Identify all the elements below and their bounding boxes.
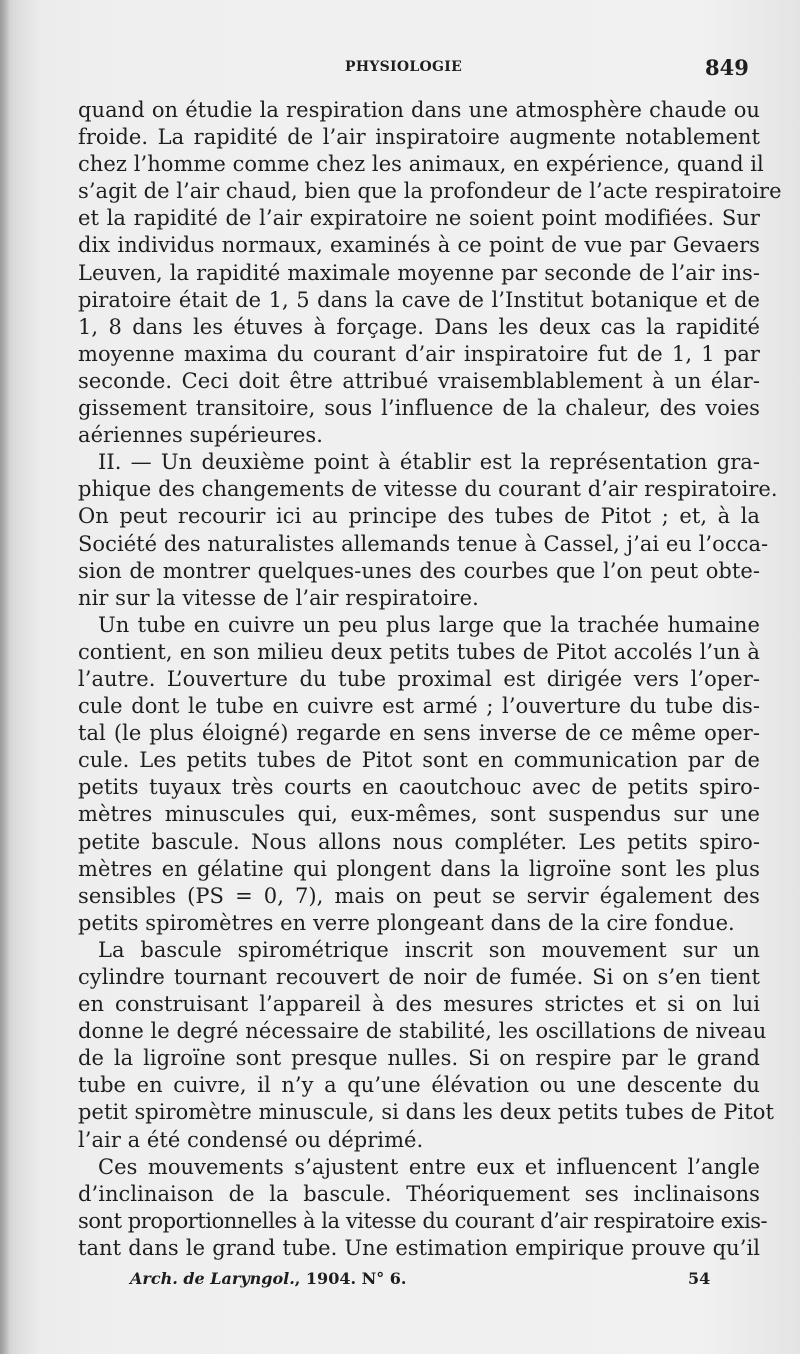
text-line: Ces mouvements s’ajustent entre eux et influencent l’angle	[98, 1154, 760, 1179]
text-line: d’inclinaison de la bascule. Théoriquement ses inclinaisons	[78, 1181, 760, 1206]
text-line: mètres minuscules qui, eux-mêmes, sont suspendus sur une	[78, 802, 760, 827]
text-line: dix individus normaux, examinés à ce point de vue par Gevaers	[78, 233, 760, 258]
page-number: 849	[705, 55, 749, 80]
text-line: moyenne maxima du courant d’air inspiratoire fut de 1, 1 par	[78, 341, 760, 366]
text-line: piratoire était de 1, 5 dans la cave de l’Institut botanique et de	[78, 287, 760, 312]
text-line: La bascule spirométrique inscrit son mouvement sur un	[98, 937, 760, 962]
text-line: tal (le plus éloigné) regarde en sens inverse de ce même oper-	[78, 721, 760, 746]
running-head	[0, 57, 800, 87]
page-footer	[0, 1269, 800, 1295]
text-line: mètres en gélatine qui plongent dans la ligroïne sont les plus	[78, 856, 760, 881]
text-line: en construisant l’appareil à des mesures strictes et si on lui	[78, 992, 760, 1017]
running-title: PHYSIOLOGIE	[345, 59, 463, 75]
text-line: petits tuyaux très courts en caoutchouc avec de petits spiro-	[78, 775, 760, 800]
text-line: petits spiromètres en verre plongeant dans de la cire fondue.	[78, 910, 735, 935]
text-line: phique des changements de vitesse du courant d’air respiratoire.	[78, 477, 778, 502]
text-line: petit spiromètre minuscule, si dans les deux petits tubes de Pitot	[78, 1100, 774, 1125]
text-line: et la rapidité de l’air expiratoire ne soient point modifiées. Sur	[78, 206, 760, 231]
text-line: s’agit de l’air chaud, bien que la profondeur de l’acte respiratoire	[78, 179, 782, 204]
text-line: contient, en son milieu deux petits tubes de Pitot accolés l’un à	[78, 639, 760, 664]
text-line: quand on étudie la respiration dans une atmosphère chaude ou	[78, 98, 760, 122]
text-line: cule. Les petits tubes de Pitot sont en communication par de	[78, 748, 760, 773]
text-line: froide. La rapidité de l’air inspiratoire augmente notablement	[78, 125, 760, 150]
text-line: II. — Un deuxième point à établir est la représentation gra-	[98, 450, 760, 475]
text-line: l’autre. L’ouverture du tube proximal est dirigée vers l’oper-	[78, 666, 760, 691]
text-line: tube en cuivre, il n’y a qu’une élévation ou une descente du	[78, 1073, 760, 1098]
text-line: petite bascule. Nous allons nous compléter. Les petits spiro-	[78, 829, 760, 854]
body-text	[78, 97, 782, 1262]
citation-journal: Arch. de Laryngol.	[130, 1269, 295, 1288]
text-line: gissement transitoire, sous l’influence de la chaleur, des voies	[78, 396, 760, 421]
text-line: l’air a été condensé ou déprimé.	[78, 1127, 424, 1152]
text-line: sont proportionnelles à la vitesse du courant d’air respiratoire exis-	[78, 1208, 768, 1233]
text-line: chez l’homme comme chez les animaux, en expérience, quand il	[78, 152, 764, 177]
text-line: nir sur la vitesse de l’air respiratoire.	[78, 585, 479, 610]
citation-details: , 1904. N° 6.	[294, 1269, 407, 1288]
text-line: tant dans le grand tube. Une estimation empirique prouve qu’il	[78, 1235, 760, 1260]
text-line: Société des naturalistes allemands tenue à Cassel, j’ai eu l’occa-	[78, 531, 769, 556]
text-line: cylindre tournant recouvert de noir de fumée. Si on s’en tient	[78, 965, 760, 989]
text-line: sensibles (PS = 0, 7), mais on peut se servir également des	[78, 883, 760, 908]
text-line: Leuven, la rapidité maximale moyenne par seconde de l’air ins-	[78, 260, 760, 285]
text-line: seconde. Ceci doit être attribué vraisemblablement à un élar-	[78, 368, 760, 393]
text-line: 1, 8 dans les étuves à forçage. Dans les deux cas la rapidité	[78, 314, 760, 339]
signature-mark: 54	[688, 1269, 711, 1288]
text-line: cule dont le tube en cuivre est armé ; l’ouverture du tube dis-	[78, 694, 760, 719]
text-line: aériennes supérieures.	[78, 423, 323, 448]
footer-citation	[130, 1269, 407, 1288]
gutter-shadow	[0, 0, 10, 1354]
text-line: sion de montrer quelques-unes des courbes que l’on peut obte-	[78, 558, 760, 583]
text-line: On peut recourir ici au principe des tubes de Pitot ; et, à la	[78, 504, 760, 529]
text-line: de la ligroïne sont presque nulles. Si on respire par le grand	[78, 1046, 760, 1071]
text-line: donne le degré nécessaire de stabilité, les oscillations de niveau	[78, 1019, 767, 1044]
text-line: Un tube en cuivre un peu plus large que la trachée humaine	[98, 612, 760, 637]
